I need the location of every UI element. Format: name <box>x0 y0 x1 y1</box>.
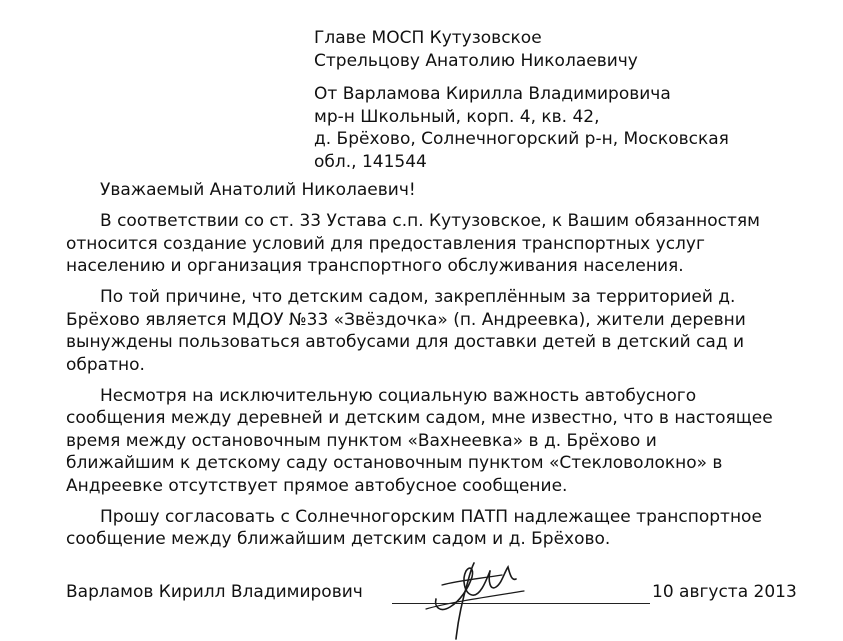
signature-line <box>392 603 650 604</box>
paragraph-line: населению и организация транспортного обслуживания населения. <box>66 256 684 276</box>
handwritten-signature <box>406 551 536 641</box>
letter-date: 10 августа 2013 <box>652 582 797 602</box>
paragraph-line: В соответствии со ст. 33 Устава с.п. Кутузовское, к Вашим обязанностям <box>100 211 760 231</box>
signature-row <box>66 581 811 639</box>
paragraph-line: Несмотря на исключительную социальную важность автобусного <box>100 385 697 406</box>
paragraph-line: время между остановочным пунктом «Вахнеевка» в д. Брёхово и <box>66 430 657 451</box>
paragraph <box>66 385 811 498</box>
addressee-title: Главе МОСП Кутузовское <box>314 28 542 48</box>
paragraph-line: Андреевке отсутствует прямое автобусное сообщение. <box>66 475 568 496</box>
sender-name: От Варламова Кирилла Владимировича <box>314 84 671 104</box>
paragraph <box>66 286 811 376</box>
paragraph-line: вынуждены пользоваться автобусами для доставки детей в детский сад и <box>66 332 745 352</box>
sender-address-line: обл., 141544 <box>314 151 427 172</box>
signer-name: Варламов Кирилл Владимирович <box>66 582 363 602</box>
paragraph-line: ближайшим к детскому саду остановочным пунктом «Стекловолокно» в <box>66 453 723 473</box>
letter-body <box>66 210 811 559</box>
sender-address-line: мр-н Школьный, корп. 4, кв. 42, <box>314 106 600 127</box>
paragraph <box>66 506 811 551</box>
paragraph-line: сообщения между деревней и детским садом, мне известно, что в настоящее <box>66 408 773 428</box>
sender-address-line: д. Брёхово, Солнечногорский р-н, Московская <box>314 129 729 149</box>
paragraph <box>66 210 811 278</box>
addressee-block <box>314 27 638 73</box>
addressee-name: Стрельцову Анатолию Николаевичу <box>314 51 638 71</box>
paragraph-line: Брёхово является МДОУ №33 «Звёздочка» (п. Андреевка), жители деревни <box>66 309 746 330</box>
paragraph-line: относится создание условий для предоставления транспортных услуг <box>66 233 705 254</box>
sender-block <box>314 83 729 173</box>
paragraph-line: сообщение между ближайшим детским садом и д. Брёхово. <box>66 529 611 549</box>
paragraph-line: обратно. <box>66 354 145 375</box>
paragraph-line: Прошу согласовать с Солнечногорским ПАТП надлежащее транспортное <box>100 506 762 527</box>
paragraph-line: По той причине, что детским садом, закреплённым за территорией д. <box>100 287 736 307</box>
greeting: Уважаемый Анатолий Николаевич! <box>100 180 416 200</box>
